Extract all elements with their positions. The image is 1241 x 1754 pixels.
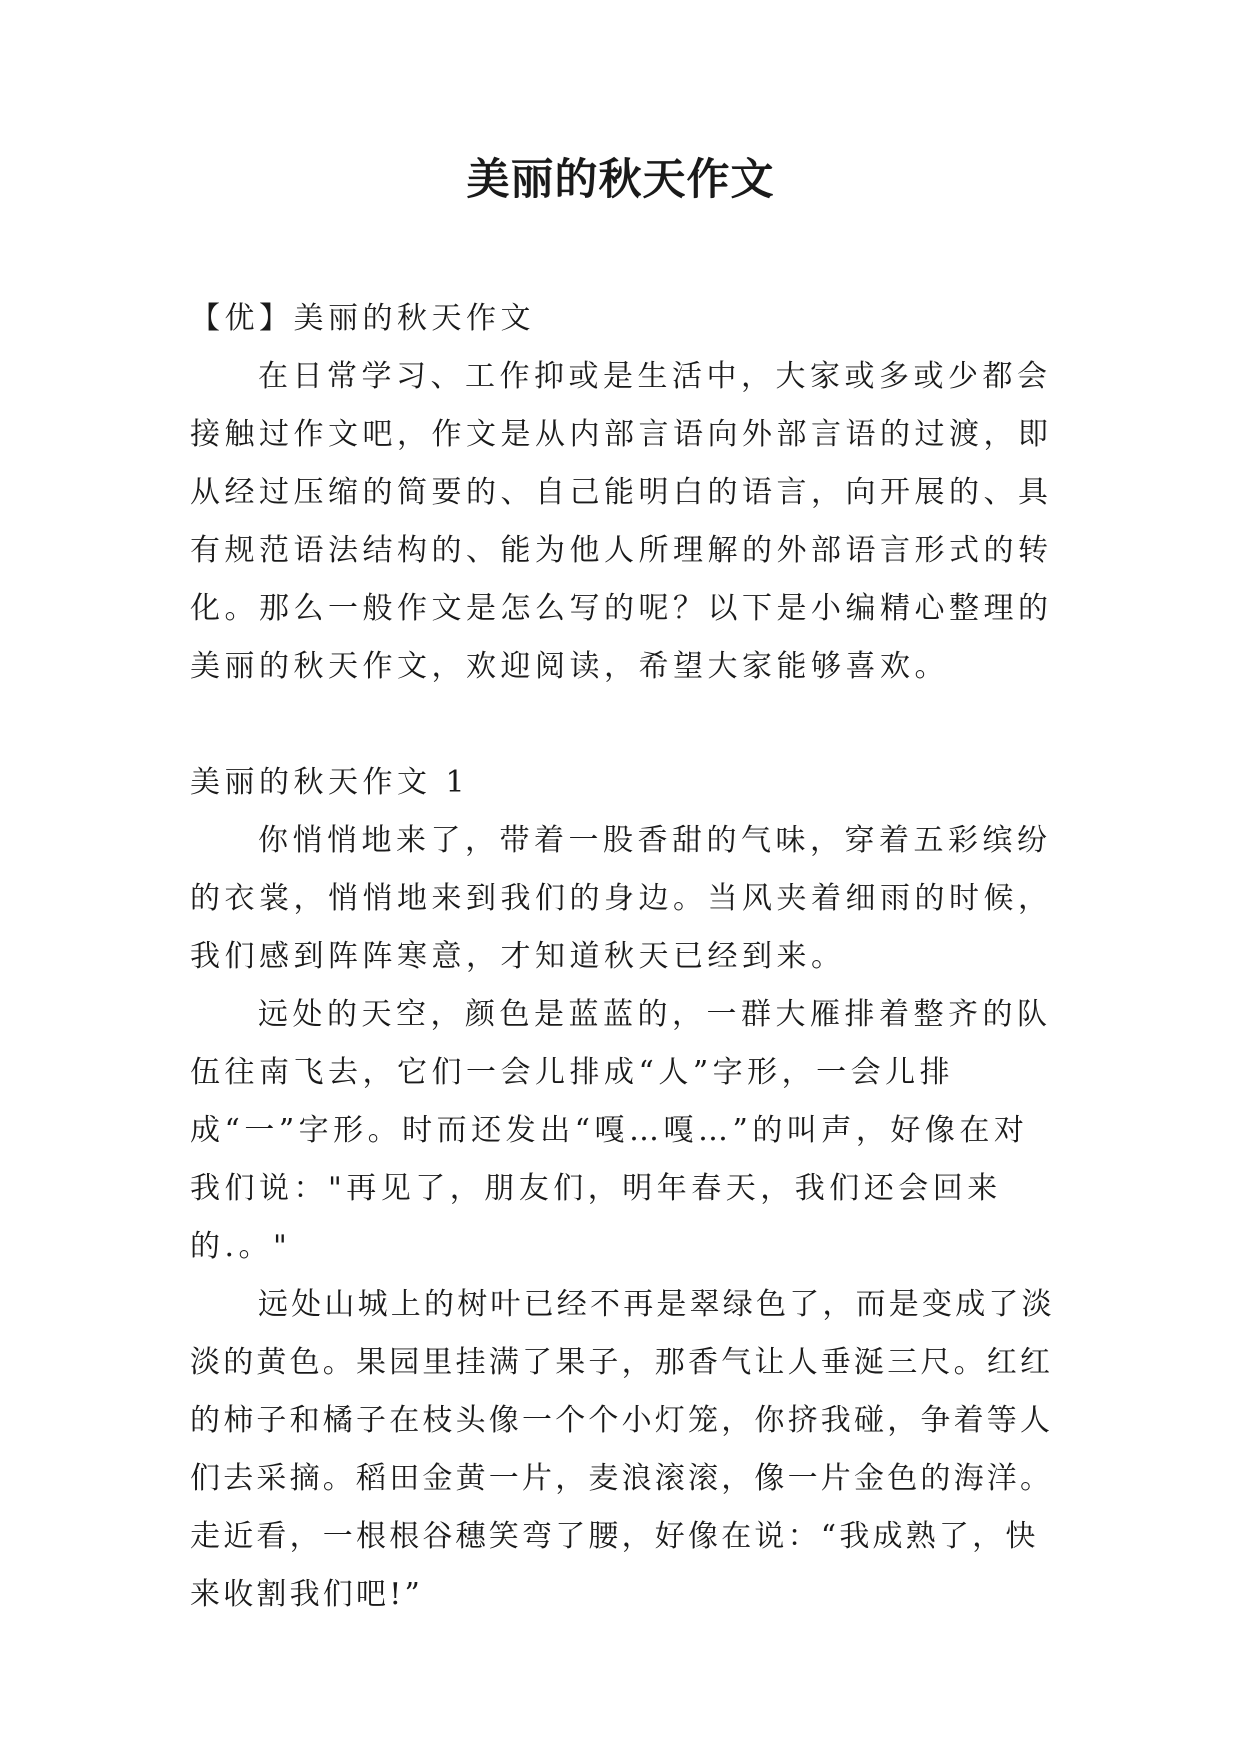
document-subtitle: 【优】美丽的秋天作文: [190, 301, 535, 336]
section-heading: 美丽的秋天作文 1: [190, 765, 470, 800]
body-paragraph-1: 你悄悄地来了，带着一股香甜的气味，穿着五彩缤纷的衣裳，悄悄地来到我们的身边。当风夹着细雨的时候，我们感到阵阵寒意，才知道秋天已经到来。: [190, 823, 1053, 974]
paragraph-spacer: [190, 696, 1060, 754]
body-paragraph-2: 远处的天空，颜色是蓝蓝的，一群大雁排着整齐的队伍往南飞去，它们一会儿排成“人”字形，一会儿排成“一”字形。时而还发出“嘎…嘎…”的叫声，好像在对我们说："再见了，朋友们，明年春天，我们还会回来的.。": [190, 997, 1052, 1264]
document-body: [190, 290, 1060, 1624]
document-title: 美丽的秋天作文: [466, 155, 775, 205]
body-paragraph-3: 远处山城上的树叶已经不再是翠绿色了，而是变成了淡淡的黄色。果园里挂满了果子，那香气让人垂涎三尺。红红的柿子和橘子在枝头像一个个小灯笼，你挤我碰，争着等人们去采摘。稻田金黄一片，麦浪滚滚，像一片金色的海洋。走近看，一根根谷穗笑弯了腰，好像在说：“我成熟了，快来收割我们吧!”: [190, 1287, 1055, 1612]
intro-paragraph: 在日常学习、工作抑或是生活中，大家或多或少都会接触过作文吧，作文是从内部言语向外部言语的过渡，即从经过压缩的简要的、自己能明白的语言，向开展的、具有规范语法结构的、能为他人所理解的外部语言形式的转化。那么一般作文是怎么写的呢？以下是小编精心整理的美丽的秋天作文，欢迎阅读，希望大家能够喜欢。: [190, 359, 1053, 684]
